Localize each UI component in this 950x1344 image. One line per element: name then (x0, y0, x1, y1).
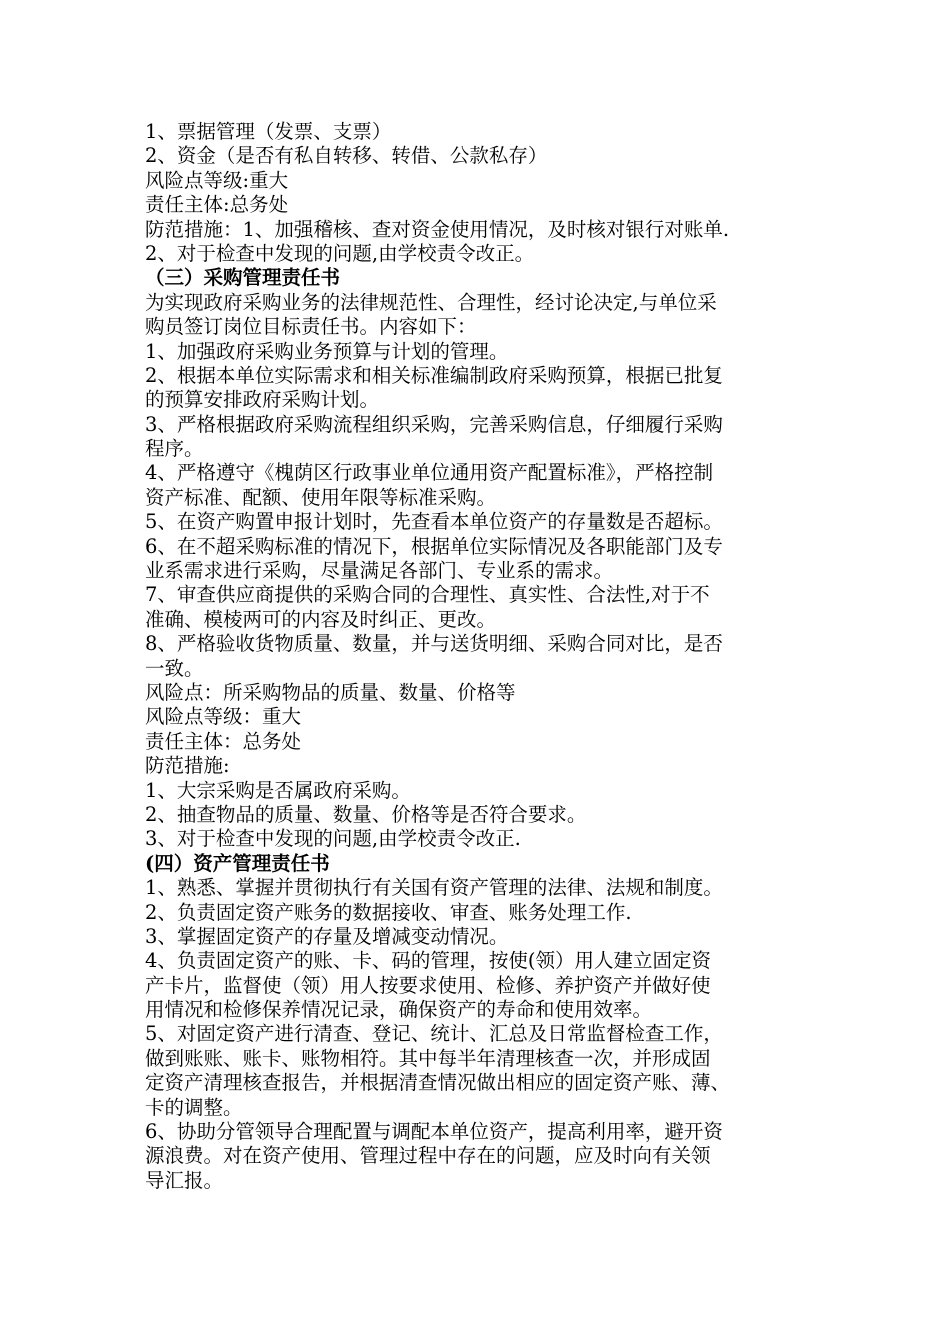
text-line: 责任主体:总务处 (145, 193, 289, 217)
text-line: 风险点等级：重大 (145, 705, 302, 729)
text-line: 用情况和检修保养情况记录，确保资产的寿命和使用效率。 (145, 998, 653, 1022)
text-line: 购员签订岗位目标责任书。内容如下： (145, 315, 477, 339)
text-line: 卡的调整。 (145, 1095, 243, 1119)
text-line: 1、大宗采购是否属政府采购。 (145, 778, 411, 802)
text-line: 风险点等级:重大 (145, 168, 289, 192)
text-line: 风险点：所采购物品的质量、数量、价格等 (145, 680, 516, 704)
text-line: 责任主体：总务处 (145, 729, 302, 753)
text-line: 3、对于检查中发现的问题,由学校责令改正. (145, 827, 521, 851)
text-line: 的预算安排政府采购计划。 (145, 388, 380, 412)
text-line: 2、对于检查中发现的问题,由学校责令改正。 (145, 241, 535, 265)
text-line: 8、严格验收货物质量、数量，并与送货明细、采购合同对比，是否 (145, 632, 723, 656)
text-line: 5、对固定资产进行清查、登记、统计、汇总及日常监督检查工作， (145, 1022, 723, 1046)
text-line: 2、抽查物品的质量、数量、价格等是否符合要求。 (145, 802, 587, 826)
text-line: 资产标准、配额、使用年限等标准采购。 (145, 485, 497, 509)
text-line: 准确、模棱两可的内容及时纠正、更改。 (145, 607, 497, 631)
document-body (145, 120, 825, 1193)
text-line: 2、资金（是否有私自转移、转借、公款私存） (145, 144, 548, 168)
section-heading: (四）资产管理责任书 (145, 851, 330, 875)
text-line: 业系需求进行采购，尽量满足各部门、专业系的需求。 (145, 559, 614, 583)
text-line: 4、负责固定资产的账、卡、码的管理，按使(领）用人建立固定资 (145, 949, 712, 973)
text-line: 一致。 (145, 656, 204, 680)
text-line: 为实现政府采购业务的法律规范性、合理性，经讨论决定,与单位采 (145, 290, 717, 314)
text-line: 程序。 (145, 437, 204, 461)
text-line: 1、票据管理（发票、支票） (145, 120, 392, 143)
text-line: 1、熟悉、掌握并贯彻执行有关国有资产管理的法律、法规和制度。 (145, 876, 723, 900)
text-line: 6、协助分管领导合理配置与调配本单位资产，提高利用率，避开资 (145, 1120, 723, 1144)
text-line: 定资产清理核查报告，并根据清查情况做出相应的固定资产账、薄、 (145, 1071, 731, 1095)
text-line: 5、在资产购置申报计划时，先查看本单位资产的存量数是否超标。 (145, 510, 723, 534)
text-line: 产卡片，监督使（领）用人按要求使用、检修、养护资产并做好使 (145, 973, 711, 997)
text-line: 做到账账、账卡、账物相符。其中每半年清理核查一次，并形成固 (145, 1046, 711, 1070)
text-line: 导汇报。 (145, 1168, 224, 1192)
text-line: 源浪费。对在资产使用、管理过程中存在的问题，应及时向有关领 (145, 1144, 711, 1168)
text-line: 防范措施：1、加强稽核、查对资金使用情况，及时核对银行对账单. (145, 217, 730, 241)
text-line: 3、严格根据政府采购流程组织采购，完善采购信息，仔细履行采购 (145, 412, 723, 436)
text-line: 4、严格遵守《槐荫区行政事业单位通用资产配置标准》，严格控制 (145, 461, 714, 485)
text-line: 2、根据本单位实际需求和相关标准编制政府采购预算，根据已批复 (145, 363, 723, 387)
text-line: 2、负责固定资产账务的数据接收、审查、账务处理工作. (145, 900, 632, 924)
text-line: 1、加强政府采购业务预算与计划的管理。 (145, 339, 509, 363)
section-heading: （三）采购管理责任书 (145, 266, 341, 290)
text-line: 7、审查供应商提供的采购合同的合理性、真实性、合法性,对于不 (145, 583, 710, 607)
text-line: 防范措施: (145, 754, 230, 778)
text-line: 6、在不超采购标准的情况下，根据单位实际情况及各职能部门及专 (145, 534, 723, 558)
text-line: 3、掌握固定资产的存量及增减变动情况。 (145, 924, 509, 948)
